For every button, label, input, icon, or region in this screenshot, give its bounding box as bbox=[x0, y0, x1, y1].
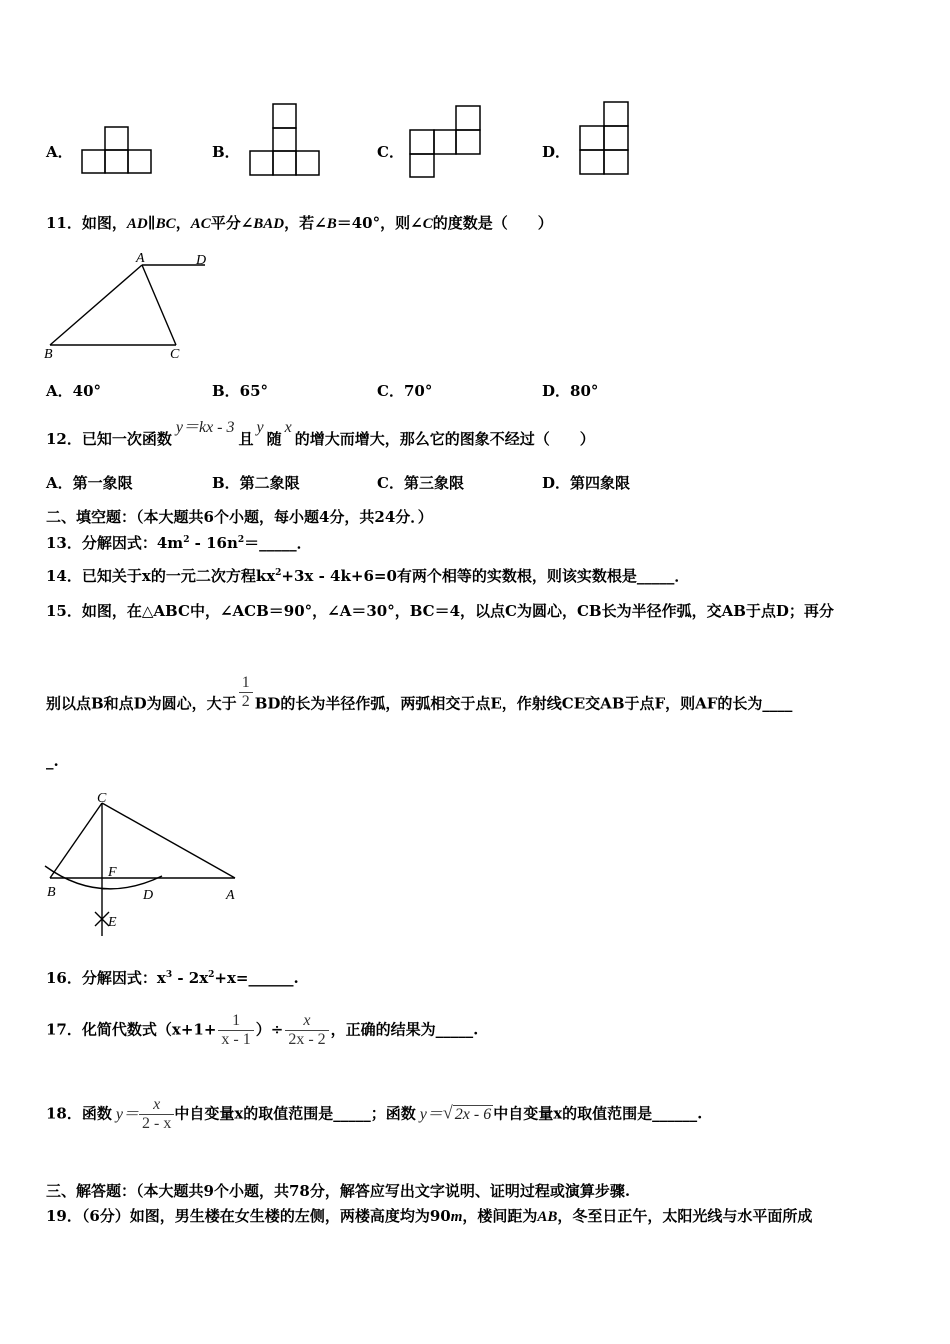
option-d-label: D． bbox=[542, 143, 571, 161]
q12-option-d: D．第四象限 bbox=[542, 474, 631, 492]
option-d-figure bbox=[578, 100, 632, 178]
section-3-heading: 三、解答题：（本大题共9个小题，共78分，解答应写出文字说明、证明过程或演算步骤. bbox=[46, 1182, 631, 1200]
fraction-x-over-2x-minus-2: $\frac{x}{2x - 2}$ bbox=[285, 1012, 328, 1049]
point-b-label: B bbox=[44, 347, 53, 362]
q11-option-b: B．65° bbox=[212, 382, 269, 400]
question-15-line-2: 别以点B和点D为圆心，大于 $\frac{1}{2}$ BD的长为半径作弧，两弧相交于点E，作射线CE交AB于点F，则AF的长为____ bbox=[46, 674, 793, 713]
point-f-label: F bbox=[108, 865, 117, 880]
question-17: 17．化简代数式（x+1+ $\frac{1}{x - 1}$ ）÷ $\frac{x}{2x - 2}$ ，正确的结果为_____. bbox=[46, 1012, 479, 1048]
option-c-figure bbox=[408, 104, 484, 180]
question-11-stem: 11．如图，AD∥BC，AC平分∠BAD，若∠B＝40°，则∠C的度数是（ ） bbox=[46, 214, 553, 232]
question-15-line-1: 15．如图，在△ABC中，∠ACB＝90°，∠A＝30°，BC＝4，以点C为圆心，CB长为半径作弧，交AB于点D；再分 bbox=[46, 602, 834, 620]
question-15-figure bbox=[40, 788, 245, 943]
point-c-label: C bbox=[97, 791, 107, 806]
point-b-label: B bbox=[47, 885, 56, 900]
question-18: 18．函数 y＝ $\frac{x}{2 - x}$ 中自变量x的取值范围是_____；函数 y＝√ 2x - 6 中自变量x的取值范围是______. bbox=[46, 1096, 703, 1132]
option-a-label: A． bbox=[46, 143, 73, 161]
option-a-figure bbox=[80, 125, 155, 177]
question-15-line-3: _. bbox=[46, 752, 59, 770]
linear-function-formula: y＝kx - 3 bbox=[175, 419, 235, 436]
fraction-one-over-x-minus-1: $\frac{1}{x - 1}$ bbox=[218, 1012, 253, 1049]
q12-option-b: B．第二象限 bbox=[212, 474, 300, 492]
question-13: 13．分解因式：$4m^2$ - $16n^2=\_\_\_\_\_$． bbox=[46, 534, 312, 552]
option-b-figure bbox=[248, 102, 323, 178]
section-2-heading: 二、填空题：（本大题共6个小题，每小题4分，共24分．） bbox=[46, 508, 433, 526]
point-e-label: E bbox=[108, 915, 117, 930]
sqrt-symbol: √ bbox=[442, 1102, 453, 1123]
question-14: 14．已知关于x的一元二次方程$kx^2+3x - 4k+6=0$有两个相等的实数根，则该实数根是_____． bbox=[46, 567, 690, 585]
q11-option-d: D．80° bbox=[542, 382, 599, 400]
option-b-label: B． bbox=[212, 143, 240, 161]
point-c-label: C bbox=[170, 347, 180, 362]
fraction-x-over-2-minus-x: $\frac{x}{2 - x}$ bbox=[139, 1096, 174, 1133]
point-d-label: D bbox=[143, 888, 154, 903]
sqrt-radicand: 2x - 6 bbox=[454, 1105, 492, 1123]
q12-option-c: C．第三象限 bbox=[377, 474, 464, 492]
q11-option-a: A．40° bbox=[46, 382, 102, 400]
q11-option-c: C．70° bbox=[377, 382, 433, 400]
q12-option-a: A．第一象限 bbox=[46, 474, 133, 492]
point-d-label: D bbox=[196, 253, 207, 268]
option-c-label: C． bbox=[377, 143, 404, 161]
question-11-figure bbox=[40, 248, 220, 363]
question-12-stem: 12．已知一次函数y＝kx - 3且y随x的增大而增大，那么它的图象不经过（ ） bbox=[46, 419, 595, 448]
point-a-label: A bbox=[136, 251, 145, 266]
question-19: 19．（6分）如图，男生楼在女生楼的左侧，两楼高度均为90m，楼间距为AB，冬至日正午，太阳光线与水平面所成 bbox=[46, 1207, 813, 1225]
point-a-label: A bbox=[226, 888, 235, 903]
fraction-one-half: $\frac{1}{2}$ bbox=[239, 674, 253, 711]
question-16: 16．分解因式：$x^3$ - $2x^2+x=\_\_\_\_\_\_$. bbox=[46, 969, 299, 987]
